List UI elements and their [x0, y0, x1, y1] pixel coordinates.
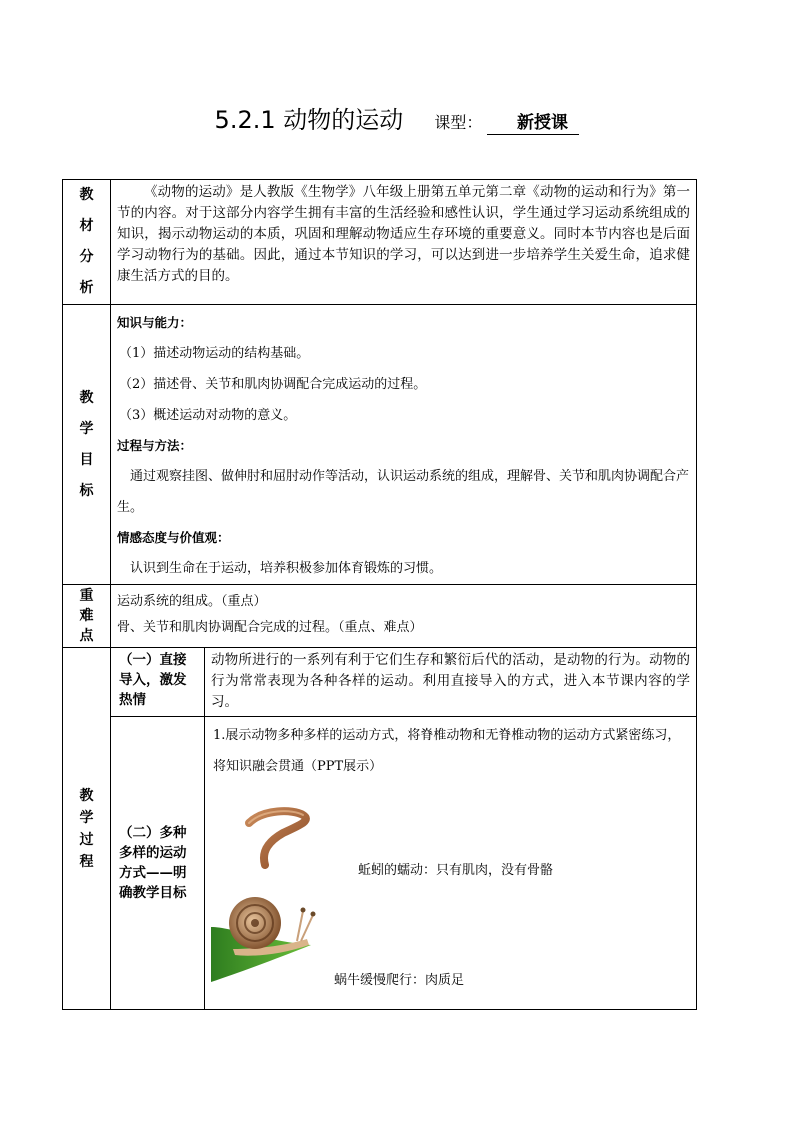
process-heading: 过程与方法： — [117, 438, 193, 453]
knowledge-heading: 知识与能力： — [117, 315, 193, 330]
process-text: 通过观察挂图、做伸肘和屈肘动作等活动，认识运动系统的组成，理解骨、关节和肌肉协调配合产生。 — [117, 469, 690, 515]
analysis-row — [63, 180, 697, 305]
process-step2-row — [63, 717, 697, 1010]
knowledge-item: （3）概述运动对动物的意义。 — [119, 408, 297, 423]
lesson-type-label: 课型： — [434, 113, 483, 132]
step2-text: 1.展示动物多种多样的运动方式，将脊椎动物和无脊椎动物的运动方式紧密练习，将知识融会贯通（PPT展示） — [213, 728, 681, 774]
analysis-text: 《动物的运动》是人教版《生物学》八年级上册第五单元第二章《动物的运动和行为》第一节的内容。对于这部分内容学生拥有丰富的生活经验和感性认识，学生通过学习运动系统组成的知识，揭示动物运动的本质，巩固和理解动物适应生存环境的重要意义。同时本节内容也是后面学习动物行为的基础。因此，通过本节知识的学习，可以达到进一步培养学生关爱生命，追求健康生活方式的目的。 — [111, 180, 697, 305]
emotion-heading: 情感态度与价值观： — [117, 530, 230, 545]
key-point: 骨、关节和肌肉协调配合完成的过程。（重点、难点） — [117, 620, 423, 635]
key-point: 运动系统的组成。（重点） — [117, 594, 267, 609]
key-points-content — [111, 585, 697, 648]
process-label-cell — [63, 648, 111, 1010]
step1-title: （一）直接导入，激发热情 — [111, 648, 205, 717]
analysis-label: 教材分析 — [79, 187, 94, 296]
lesson-title — [0, 100, 794, 140]
earthworm-caption: 蚯蚓的蠕动：只有肌肉，没有骨骼 — [358, 863, 554, 878]
analysis-label-cell — [63, 180, 111, 305]
page-title: 5.2.1 动物的运动 — [214, 106, 404, 134]
step2-title: （二）多种多样的运动方式——明确教学目标 — [111, 717, 205, 1010]
key-points-label-cell — [63, 585, 111, 648]
snail-image — [211, 887, 321, 982]
snail-caption: 蜗牛缓慢爬行：肉质足 — [334, 973, 465, 988]
knowledge-item: （1）描述动物运动的结构基础。 — [119, 346, 310, 361]
goals-label: 教学目标 — [79, 389, 94, 499]
emotion-text: 认识到生命在于运动，培养积极参加体育锻炼的习惯。 — [130, 561, 443, 576]
step2-content — [205, 717, 697, 1010]
earthworm-image — [243, 805, 323, 873]
goals-content — [111, 305, 697, 585]
lesson-plan-table — [62, 179, 697, 1010]
goals-label-cell — [63, 305, 111, 585]
lesson-type-value: 新授课 — [487, 112, 579, 135]
key-points-label: 重难点 — [79, 588, 94, 644]
key-points-row — [63, 585, 697, 648]
goals-row — [63, 305, 697, 585]
process-label: 教学过程 — [79, 787, 94, 870]
process-step1-row — [63, 648, 697, 717]
step1-text: 动物所进行的一系列有利于它们生存和繁衍后代的活动，是动物的行为。动物的行为常常表现为各种各样的运动。利用直接导入的方式，进入本节课内容的学习。 — [205, 648, 697, 717]
knowledge-item: （2）描述骨、关节和肌肉协调配合完成运动的过程。 — [119, 377, 427, 392]
